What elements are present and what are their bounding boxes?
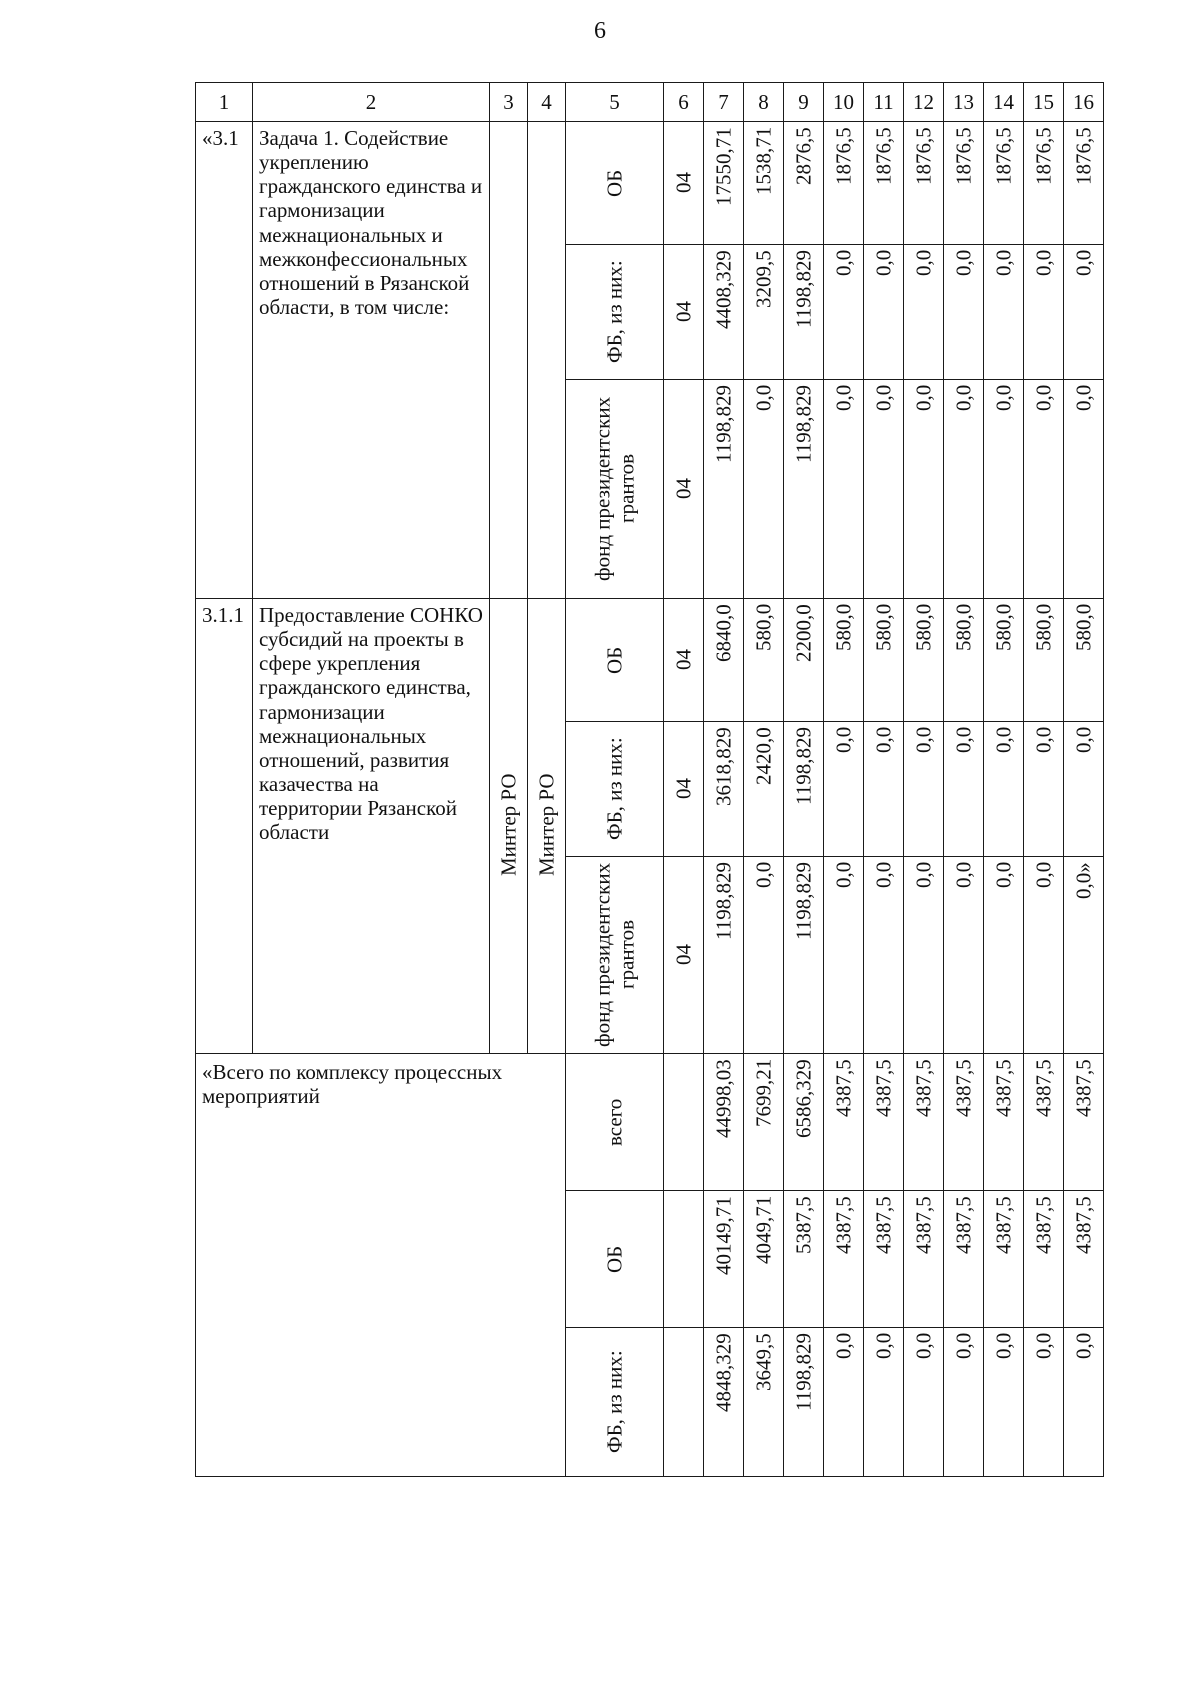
value-cell [744, 380, 784, 599]
value-cell [984, 380, 1024, 599]
value-cell [744, 857, 784, 1054]
value-cell [984, 599, 1024, 722]
value-cell [904, 722, 944, 857]
value-cell [1024, 1328, 1064, 1477]
value-cell [704, 599, 744, 722]
amount-value: 0,0 [831, 727, 856, 754]
amount-value: 44998,03 [711, 1059, 736, 1138]
amount-value: 0,0 [911, 862, 936, 889]
amount-value: 0,0 [951, 250, 976, 277]
amount-value: 5387,5 [791, 1196, 816, 1254]
value-cell [984, 1328, 1024, 1477]
amount-value: 0,0 [991, 862, 1016, 889]
amount-value: 6840,0 [711, 604, 736, 662]
amount-value: 1876,5 [911, 127, 936, 185]
value-cell [864, 122, 904, 245]
code-value: 04 [671, 301, 696, 323]
column-header-6: 6 [664, 83, 704, 122]
amount-value: 4387,5 [911, 1196, 936, 1254]
amount-value: 0,0 [911, 250, 936, 277]
total-row [196, 1054, 1104, 1191]
header-row [196, 83, 1104, 122]
code-value: 04 [671, 778, 696, 800]
amount-value: 4387,5 [1071, 1059, 1096, 1117]
amount-value: 1876,5 [951, 127, 976, 185]
amount-value: 0,0 [1031, 1333, 1056, 1360]
value-cell [944, 722, 984, 857]
funding-source: ОБ [602, 1245, 627, 1273]
amount-value: 1198,829 [791, 385, 816, 463]
value-cell [824, 245, 864, 380]
row-executor [490, 599, 528, 1054]
value-cell [1064, 1191, 1104, 1328]
value-cell [944, 1191, 984, 1328]
funding-source-cell [566, 122, 664, 245]
amount-value: 4387,5 [831, 1196, 856, 1254]
column-header-1: 1 [196, 83, 253, 122]
amount-value: 0,0 [951, 385, 976, 412]
amount-value: 580,0 [871, 604, 896, 652]
value-cell [824, 1054, 864, 1191]
value-cell [1064, 245, 1104, 380]
funding-source-cell [566, 380, 664, 599]
amount-value: 580,0 [1031, 604, 1056, 652]
value-cell [704, 857, 744, 1054]
row-executor [528, 599, 566, 1054]
code-value: 04 [671, 944, 696, 966]
funding-source: всего [602, 1098, 627, 1146]
value-cell [904, 1191, 944, 1328]
amount-value: 1876,5 [1031, 127, 1056, 185]
code-cell [664, 380, 704, 599]
value-cell [784, 245, 824, 380]
value-cell [824, 722, 864, 857]
value-cell [784, 122, 824, 245]
code-cell [664, 1191, 704, 1328]
amount-value: 0,0 [1031, 862, 1056, 889]
value-cell [864, 245, 904, 380]
amount-value: 0,0 [911, 385, 936, 412]
amount-value: 3209,5 [751, 250, 776, 308]
value-cell [704, 380, 744, 599]
amount-value: 0,0 [1071, 385, 1096, 412]
amount-value: 0,0 [1031, 727, 1056, 754]
amount-value: 580,0 [991, 604, 1016, 652]
amount-value: 1876,5 [831, 127, 856, 185]
amount-value: 0,0 [991, 727, 1016, 754]
code-value [664, 1054, 703, 1190]
row-name: Задача 1. Содействие укреплению гражданского единства и гармонизации межнациональных и межконфессиональных отношений в Рязанской области, в том числе: [253, 122, 490, 599]
amount-value: 0,0 [1071, 250, 1096, 277]
value-cell [904, 122, 944, 245]
column-header-10: 10 [824, 83, 864, 122]
value-cell [1024, 122, 1064, 245]
amount-value: 1538,71 [751, 127, 776, 196]
funding-source-cell [566, 1054, 664, 1191]
amount-value: 4387,5 [951, 1196, 976, 1254]
column-header-9: 9 [784, 83, 824, 122]
value-cell [1024, 722, 1064, 857]
value-cell [1064, 1054, 1104, 1191]
row-name: Предоставление СОНКО субсидий на проекты в сфере укрепления гражданского единства, гармонизации межнациональных отношений, развития казачества на территории Рязанской области [253, 599, 490, 1054]
value-cell [1024, 1191, 1064, 1328]
executor-label [528, 122, 565, 596]
amount-value: 580,0 [831, 604, 856, 652]
amount-value: 4387,5 [1031, 1196, 1056, 1254]
value-cell [744, 122, 784, 245]
amount-value: 0,0 [1031, 385, 1056, 412]
value-cell [704, 1328, 744, 1477]
row-executor [490, 122, 528, 599]
value-cell [824, 380, 864, 599]
amount-value: 0,0 [911, 727, 936, 754]
code-value: 04 [671, 172, 696, 194]
funding-source: ФБ, из них: [602, 260, 627, 364]
value-cell [704, 722, 744, 857]
value-cell [1064, 380, 1104, 599]
value-cell [1024, 599, 1064, 722]
value-cell [944, 1054, 984, 1191]
funding-source: фонд президентских грантов [590, 396, 639, 582]
value-cell [864, 1054, 904, 1191]
value-cell [784, 1328, 824, 1477]
amount-value: 1876,5 [1071, 127, 1096, 185]
amount-value: 0,0 [951, 727, 976, 754]
code-value: 04 [671, 478, 696, 500]
amount-value: 4387,5 [871, 1196, 896, 1254]
code-cell [664, 1328, 704, 1477]
amount-value: 4387,5 [1031, 1059, 1056, 1117]
value-cell [1064, 599, 1104, 722]
value-cell [864, 1328, 904, 1477]
code-cell [664, 722, 704, 857]
value-cell [904, 599, 944, 722]
amount-value: 0,0 [831, 250, 856, 277]
amount-value: 0,0 [991, 385, 1016, 412]
value-cell [824, 1191, 864, 1328]
value-cell [904, 857, 944, 1054]
funding-source: фонд президентских грантов [590, 862, 639, 1048]
amount-value: 4387,5 [991, 1059, 1016, 1117]
value-cell [944, 857, 984, 1054]
code-value: 04 [671, 649, 696, 671]
value-cell [904, 380, 944, 599]
amount-value: 17550,71 [711, 127, 736, 206]
amount-value: 7699,21 [751, 1059, 776, 1128]
column-header-3: 3 [490, 83, 528, 122]
amount-value: 0,0 [871, 385, 896, 412]
value-cell [1064, 122, 1104, 245]
row-code: «3.1 [196, 122, 253, 599]
amount-value: 4049,71 [751, 1196, 776, 1265]
code-cell [664, 245, 704, 380]
row-executor [528, 122, 566, 599]
table-row [196, 122, 1104, 245]
amount-value: 0,0 [831, 1333, 856, 1360]
amount-value: 580,0 [1071, 604, 1096, 652]
funding-source-cell [566, 857, 664, 1054]
value-cell [824, 857, 864, 1054]
value-cell [824, 599, 864, 722]
value-cell [704, 245, 744, 380]
value-cell [744, 1054, 784, 1191]
amount-value: 4387,5 [951, 1059, 976, 1117]
column-header-13: 13 [944, 83, 984, 122]
amount-value: 0,0 [871, 727, 896, 754]
column-header-14: 14 [984, 83, 1024, 122]
funding-source-cell [566, 722, 664, 857]
value-cell [1064, 857, 1104, 1054]
budget-table [195, 82, 1104, 1477]
value-cell [784, 857, 824, 1054]
code-cell [664, 1054, 704, 1191]
executor-label: Минтер РО [496, 773, 521, 877]
column-header-12: 12 [904, 83, 944, 122]
value-cell [904, 1054, 944, 1191]
amount-value: 0,0 [871, 250, 896, 277]
value-cell [704, 1191, 744, 1328]
column-header-15: 15 [1024, 83, 1064, 122]
funding-source-cell [566, 599, 664, 722]
value-cell [784, 599, 824, 722]
amount-value: 580,0 [951, 604, 976, 652]
code-value [664, 1328, 703, 1476]
amount-value: 1198,829 [791, 1333, 816, 1411]
page-number: 6 [594, 18, 606, 44]
value-cell [744, 1191, 784, 1328]
amount-value: 2420,0 [751, 727, 776, 785]
amount-value: 0,0 [991, 1333, 1016, 1360]
amount-value: 0,0» [1071, 862, 1096, 899]
executor-label: Минтер РО [534, 773, 559, 877]
value-cell [864, 1191, 904, 1328]
value-cell [864, 722, 904, 857]
value-cell [944, 599, 984, 722]
value-cell [864, 857, 904, 1054]
funding-source: ФБ, из них: [602, 737, 627, 841]
value-cell [784, 1054, 824, 1191]
value-cell [1064, 722, 1104, 857]
funding-source: ОБ [602, 646, 627, 674]
amount-value: 580,0 [911, 604, 936, 652]
column-header-16: 16 [1064, 83, 1104, 122]
amount-value: 6586,329 [791, 1059, 816, 1138]
value-cell [824, 122, 864, 245]
value-cell [944, 122, 984, 245]
amount-value: 0,0 [871, 1333, 896, 1360]
table-row [196, 599, 1104, 722]
amount-value: 1198,829 [711, 862, 736, 940]
amount-value: 0,0 [831, 385, 856, 412]
code-value [664, 1191, 703, 1327]
amount-value: 4848,329 [711, 1333, 736, 1412]
amount-value: 0,0 [831, 862, 856, 889]
value-cell [824, 1328, 864, 1477]
amount-value: 0,0 [1071, 727, 1096, 754]
column-header-2: 2 [253, 83, 490, 122]
code-cell [664, 599, 704, 722]
amount-value: 4387,5 [991, 1196, 1016, 1254]
value-cell [704, 1054, 744, 1191]
value-cell [744, 599, 784, 722]
column-header-11: 11 [864, 83, 904, 122]
funding-source-cell [566, 245, 664, 380]
value-cell [864, 599, 904, 722]
value-cell [944, 1328, 984, 1477]
funding-source: ФБ, из них: [602, 1350, 627, 1454]
value-cell [744, 1328, 784, 1477]
amount-value: 4408,329 [711, 250, 736, 329]
amount-value: 0,0 [951, 862, 976, 889]
value-cell [1024, 245, 1064, 380]
amount-value: 1198,829 [791, 862, 816, 940]
amount-value: 0,0 [911, 1333, 936, 1360]
value-cell [904, 245, 944, 380]
amount-value: 580,0 [751, 604, 776, 652]
value-cell [984, 857, 1024, 1054]
column-header-4: 4 [528, 83, 566, 122]
row-code: 3.1.1 [196, 599, 253, 1054]
amount-value: 0,0 [871, 862, 896, 889]
amount-value: 4387,5 [871, 1059, 896, 1117]
funding-source: ОБ [602, 169, 627, 197]
value-cell [744, 722, 784, 857]
value-cell [1024, 1054, 1064, 1191]
value-cell [984, 122, 1024, 245]
amount-value: 0,0 [1031, 250, 1056, 277]
column-header-7: 7 [704, 83, 744, 122]
value-cell [1064, 1328, 1104, 1477]
value-cell [984, 722, 1024, 857]
amount-value: 1876,5 [871, 127, 896, 185]
value-cell [784, 1191, 824, 1328]
value-cell [1024, 380, 1064, 599]
amount-value: 4387,5 [831, 1059, 856, 1117]
amount-value: 2200,0 [791, 604, 816, 662]
amount-value: 4387,5 [1071, 1196, 1096, 1254]
value-cell [944, 380, 984, 599]
value-cell [784, 380, 824, 599]
amount-value: 3618,829 [711, 727, 736, 806]
value-cell [984, 245, 1024, 380]
value-cell [1024, 857, 1064, 1054]
amount-value: 4387,5 [911, 1059, 936, 1117]
amount-value: 3649,5 [751, 1333, 776, 1391]
amount-value: 40149,71 [711, 1196, 736, 1275]
code-cell [664, 857, 704, 1054]
amount-value: 0,0 [1071, 1333, 1096, 1360]
amount-value: 1198,829 [791, 727, 816, 805]
amount-value: 2876,5 [791, 127, 816, 185]
total-label: «Всего по комплексу процессных мероприятий [196, 1054, 566, 1477]
amount-value: 1198,829 [711, 385, 736, 463]
amount-value: 1198,829 [791, 250, 816, 328]
amount-value: 0,0 [951, 1333, 976, 1360]
funding-source-cell [566, 1191, 664, 1328]
value-cell [904, 1328, 944, 1477]
amount-value: 1876,5 [991, 127, 1016, 185]
value-cell [944, 245, 984, 380]
code-cell [664, 122, 704, 245]
value-cell [984, 1054, 1024, 1191]
column-header-5: 5 [566, 83, 664, 122]
column-header-8: 8 [744, 83, 784, 122]
value-cell [704, 122, 744, 245]
value-cell [984, 1191, 1024, 1328]
amount-value: 0,0 [751, 862, 776, 889]
executor-label [490, 122, 527, 596]
amount-value: 0,0 [991, 250, 1016, 277]
value-cell [784, 722, 824, 857]
funding-source-cell [566, 1328, 664, 1477]
amount-value: 0,0 [751, 385, 776, 412]
value-cell [744, 245, 784, 380]
value-cell [864, 380, 904, 599]
